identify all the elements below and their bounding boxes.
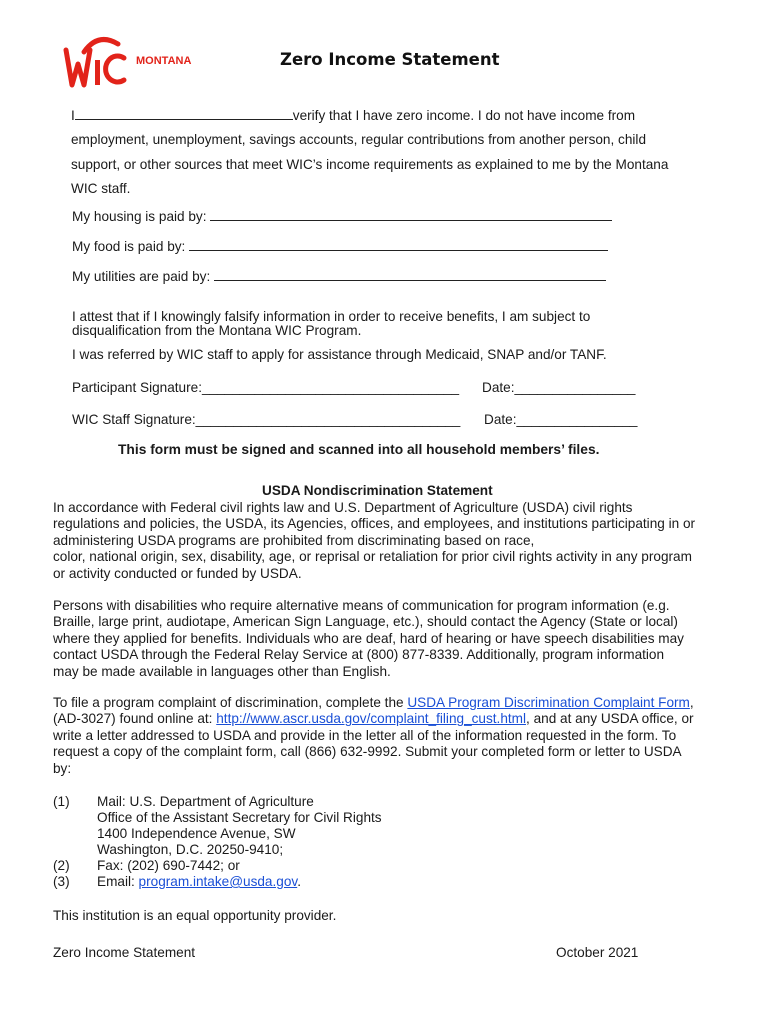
usda-paragraph-3 <box>53 695 718 777</box>
p3-line-4: request a copy of the complaint form, call (866) 632-9992. Submit your completed form or letter to USDA <box>53 744 682 760</box>
p3-text: (AD-3027) found online at: <box>53 711 217 727</box>
p1-line: regulations and policies, the USDA, its Agencies, offices, and employees, and institutions participating in or <box>53 516 696 532</box>
intro-line-3: support, or other sources that meet WIC’s income requirements as explained to me by the Montana <box>71 157 669 172</box>
complaint-form-link[interactable]: USDA Program Discrimination Complaint Form <box>407 695 690 710</box>
complaint-url-link[interactable]: http://www.ascr.usda.gov/complaint_filing_cust.html <box>216 711 527 727</box>
p1-line: color, national origin, sex, disability, age, or reprisal or retaliation for prior civil rights activity in any program <box>53 549 692 565</box>
usda-paragraph-2 <box>53 598 718 680</box>
fax-line: Fax: (202) 690-7442; or <box>97 858 240 873</box>
housing-blank[interactable] <box>210 208 612 221</box>
staff-date-line[interactable]: Date:________________ <box>484 412 638 427</box>
logo-state-text: MONTANA <box>136 55 192 67</box>
housing-label: My housing is paid by: <box>72 209 207 224</box>
name-blank[interactable] <box>75 107 293 120</box>
contact-list <box>53 794 718 894</box>
p1-line: In accordance with Federal civil rights law and U.S. Department of Agriculture (USDA) civil rights <box>53 500 633 515</box>
food-label: My food is paid by: <box>72 239 186 254</box>
usda-paragraph-1 <box>53 500 718 582</box>
list-number-2: (2) <box>53 858 70 873</box>
email-prefix: Email: <box>97 874 139 889</box>
p3-line-3: write a letter addressed to USDA and provide in the letter all of the information requested in the form. To <box>53 727 677 743</box>
footer-date: October 2021 <box>556 945 639 960</box>
intro-line-4: WIC staff. <box>71 181 131 196</box>
housing-field <box>72 208 612 224</box>
utilities-blank[interactable] <box>214 268 606 281</box>
intro-prefix: I <box>71 108 75 123</box>
attest-line-2: disqualification from the Montana WIC Program. <box>72 323 362 338</box>
footer-title: Zero Income Statement <box>53 945 196 960</box>
food-blank[interactable] <box>189 238 608 251</box>
p3-line-5: by: <box>53 760 72 776</box>
utilities-label: My utilities are paid by: <box>72 269 211 284</box>
mail-line: Mail: U.S. Department of Agriculture <box>97 794 314 809</box>
p3-line-1 <box>53 695 718 711</box>
p2-line: may be made available in languages other than English. <box>53 663 391 679</box>
intro-line-1 <box>71 107 635 123</box>
p1-line: or activity conducted or funded by USDA. <box>53 565 302 581</box>
email-suffix: . <box>297 874 301 889</box>
p2-line: where they applied for benefits. Individuals who are deaf, hard of hearing or have speech disabilities may <box>53 630 684 646</box>
mail-line: Office of the Assistant Secretary for Civil Rights <box>97 810 382 825</box>
page-title: Zero Income Statement <box>280 50 500 69</box>
staff-signature-line[interactable]: WIC Staff Signature:___________________________________ <box>72 412 461 427</box>
mail-line: Washington, D.C. 20250-9410; <box>97 842 284 857</box>
intro-line-2: employment, unemployment, savings accounts, regular contributions from another person, child <box>71 132 647 147</box>
p2-line: Braille, large print, audiotape, American Sign Language, etc.), should contact the Agency (State or local) <box>53 614 678 630</box>
email-line <box>97 874 301 890</box>
p3-line-2 <box>53 711 718 727</box>
p2-line: contact USDA through the Federal Relay Service at (800) 877-8339. Additionally, program information <box>53 647 665 663</box>
list-number-3: (3) <box>53 874 70 889</box>
p2-line: Persons with disabilities who require alternative means of communication for program information (e.g. <box>53 598 670 613</box>
referral-text: I was referred by WIC staff to apply for assistance through Medicaid, SNAP and/or TANF. <box>72 347 607 362</box>
participant-date-line[interactable]: Date:________________ <box>482 380 636 395</box>
p3-text: , and at any USDA office, or <box>526 711 694 727</box>
intro-suffix: verify that I have zero income. I do not have income from <box>292 108 636 123</box>
utilities-field <box>72 268 606 284</box>
p1-line: administering USDA programs are prohibited from discriminating based on race, <box>53 532 535 548</box>
p3-text: To file a program complaint of discrimination, complete the <box>53 695 408 710</box>
wic-logo-graphic <box>62 30 218 92</box>
equal-opportunity-text: This institution is an equal opportunity provider. <box>53 908 337 923</box>
p3-text: , <box>689 695 694 710</box>
signing-notice: This form must be signed and scanned into all household members’ files. <box>118 442 600 457</box>
usda-heading: USDA Nondiscrimination Statement <box>262 483 493 498</box>
participant-signature-line[interactable]: Participant Signature:__________________________________ <box>72 380 460 395</box>
mail-line: 1400 Independence Avenue, SW <box>97 826 296 841</box>
email-link[interactable]: program.intake@usda.gov <box>138 874 298 889</box>
attest-line-1: I attest that if I knowingly falsify information in order to receive benefits, I am subject to <box>72 309 591 324</box>
food-field <box>72 238 608 254</box>
list-number-1: (1) <box>53 794 70 809</box>
wic-montana-logo <box>62 30 218 92</box>
